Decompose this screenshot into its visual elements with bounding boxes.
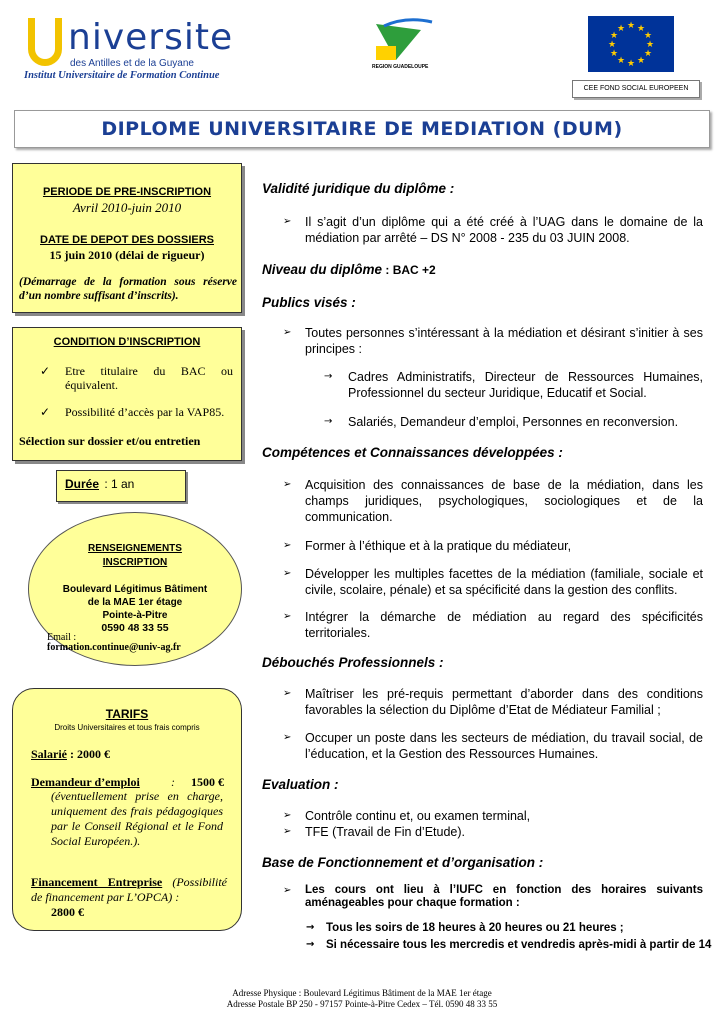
debouches-item-2: ➢ Occuper un poste dans les secteurs de médiation, du travail social, de l’éducation, et la Gestion des Ressources Humaines. — [283, 731, 703, 761]
competences-heading: Compétences et Connaissances développées : — [262, 445, 563, 460]
page-title: DIPLOME UNIVERSITAIRE DE MEDIATION (DUM) — [101, 118, 623, 140]
arrow-bullet-icon: ➢ — [283, 327, 292, 338]
competence-item-1: ➢ Acquisition des connaissances de base de la médiation, dans les champs juridiques, psychologiques, sociologiques et de la communication. — [283, 478, 703, 524]
tarifs-heading: TARIFS — [105, 707, 149, 721]
renseignements-heading: RENSEIGNEMENTS — [88, 543, 182, 554]
eu-flag — [588, 16, 674, 72]
logo-subtitle: des Antilles et de la Guyane — [70, 58, 194, 69]
condition-heading: CONDITION D’INSCRIPTION — [53, 336, 201, 348]
selection-text: Sélection sur dossier et/ou entretien — [19, 434, 201, 448]
phone-number: 0590 48 33 55 — [101, 622, 169, 634]
base-sub-1: → Tous les soirs de 18 heures à 20 heures ou 21 heures ; — [306, 922, 624, 934]
arrow-bullet-icon: ➢ — [283, 540, 292, 551]
arrow-right-icon: → — [324, 371, 333, 382]
footer — [0, 988, 724, 1010]
arrow-bullet-icon: ➢ — [283, 216, 292, 227]
check-icon: ✓ — [40, 364, 51, 378]
condition-box — [12, 327, 242, 461]
arrow-bullet-icon: ➢ — [283, 732, 292, 743]
arrow-bullet-icon: ➢ — [283, 611, 292, 622]
preinscription-period: Avril 2010-juin 2010 — [72, 200, 182, 215]
university-logo — [22, 16, 232, 84]
address-line-2: de la MAE 1er étage — [87, 597, 183, 608]
base-heading: Base de Fonctionnement et d’organisation : — [262, 855, 544, 870]
eu-caption: CEE FOND SOCIAL EUROPEEN — [572, 80, 700, 98]
duree-box — [56, 470, 186, 502]
financement-label: Financement Entreprise — [31, 875, 163, 889]
publics-paragraph: ➢ Toutes personnes s’intéressant à la médiation et désirant s’initier à ses principes : — [283, 326, 703, 356]
base-sub-2: → Si nécessaire tous les mercredis et vendredis après-midi à partir de 14 — [306, 939, 712, 951]
niveau-heading: Niveau du diplôme — [262, 262, 383, 277]
publics-sub-2: → Salariés, Demandeur d’emploi, Personnes en reconversion. — [324, 415, 679, 429]
title-box — [14, 110, 710, 148]
niveau-value: : BAC +2 — [382, 263, 436, 277]
region-label: REGION GUADELOUPE — [372, 64, 429, 70]
region-emblem-icon — [366, 16, 436, 76]
publics-heading: Publics visés : — [262, 295, 356, 310]
u-letter-icon — [28, 18, 62, 66]
colon-text: : — [171, 775, 175, 789]
validite-heading: Validité juridique du diplôme : — [262, 181, 455, 196]
duree-value: : 1 an — [101, 477, 135, 491]
publics-sub-1: → Cadres Administratifs, Directeur de Ressources Humaines, Professionnel du secteur Juridique, Educatif et Social. — [324, 370, 703, 400]
debouches-heading: Débouchés Professionnels : — [262, 655, 444, 670]
preinscription-heading: PERIODE DE PRE-INSCRIPTION — [42, 186, 212, 198]
svg-text:★: ★ — [609, 49, 619, 59]
svg-text:★: ★ — [643, 49, 653, 59]
address-line-1: Boulevard Légitimus Bâtiment — [62, 584, 208, 595]
svg-text:★: ★ — [607, 40, 617, 50]
arrow-bullet-icon: ➢ — [283, 826, 292, 837]
svg-text:★: ★ — [609, 31, 619, 41]
preinscription-note: (Démarrage de la formation sous réserve d’un nombre suffisant d’inscrits). — [19, 276, 237, 302]
condition-item-1: Etre titulaire du BAC ou équivalent. — [65, 364, 233, 392]
tarifs-box — [12, 688, 242, 931]
arrow-bullet-icon: ➢ — [283, 885, 292, 896]
svg-text:★: ★ — [616, 56, 626, 66]
competence-item-2: ➢ Former à l’éthique et à la pratique du médiateur, — [283, 539, 572, 553]
arrow-right-icon: → — [306, 939, 315, 950]
svg-text:★: ★ — [636, 24, 646, 34]
validite-paragraph: ➢ Il s’agit d’un diplôme qui a été créé à l’UAG dans le domaine de la médiation par arrêté – DS N° 2008 - 235 du 03 JUIN 2008. — [283, 215, 703, 245]
eu-stars-icon — [588, 16, 674, 72]
financement-row — [31, 875, 227, 905]
arrow-right-icon: → — [324, 416, 333, 427]
evaluation-item-2: ➢ TFE (Travail de Fin d’Etude). — [283, 825, 466, 839]
demandeur-note: (éventuellement prise en charge, uniquement des frais pédagogiques par le Conseil Régional et le Fond Social Européen.). — [51, 789, 223, 848]
salarie-value: : 2000 € — [67, 747, 110, 761]
debouches-item-1: ➢ Maîtriser les pré-requis permettant d’aborder dans des conditions favorables la sélection du Diplôme d’Etat de Médiateur Familial ; — [283, 687, 703, 717]
region-logo — [366, 16, 436, 76]
financement-note: (Possibilité de financement par L’OPCA) : — [31, 875, 227, 904]
footer-line-1: Adresse Physique : Boulevard Légitimus Bâtiment de la MAE 1er étage — [232, 988, 492, 998]
footer-line-2: Adresse Postale BP 250 - 97157 Pointe-à-Pitre Cedex – Tél. 0590 48 33 55 — [226, 999, 498, 1009]
depot-date: 15 juin 2010 (délai de rigueur) — [49, 248, 205, 262]
demandeur-value: 1500 € — [191, 775, 224, 789]
svg-text:★: ★ — [643, 31, 653, 41]
base-paragraph: ➢ Les cours ont lieu à l’IUFC en fonction des horaires suivants aménageables pour chaque formation : — [283, 884, 703, 909]
niveau-row — [262, 261, 436, 279]
evaluation-item-1: ➢ Contrôle continu et, ou examen terminal, — [283, 809, 531, 823]
svg-text:★: ★ — [616, 24, 626, 34]
financement-value: 2800 € — [51, 905, 84, 919]
arrow-bullet-icon: ➢ — [283, 479, 292, 490]
preinscription-box — [12, 163, 242, 313]
arrow-bullet-icon: ➢ — [283, 688, 292, 699]
svg-text:★: ★ — [626, 59, 636, 69]
competence-item-3: ➢ Développer les multiples facettes de la médiation (familiale, sociale et civile, scolaire, pénale) et sa spécificité dans la gestion des conflits. — [283, 567, 703, 597]
arrow-bullet-icon: ➢ — [283, 568, 292, 579]
condition-item-2: Possibilité d’accès par la VAP85. — [65, 405, 225, 419]
check-icon: ✓ — [40, 405, 51, 419]
svg-text:★: ★ — [645, 40, 655, 50]
inscription-heading: INSCRIPTION — [102, 557, 168, 568]
demandeur-label: Demandeur d’emploi — [31, 775, 140, 789]
arrow-right-icon: → — [306, 922, 315, 933]
email-label: Email : — [47, 632, 77, 643]
salarie-label: Salarié — [31, 747, 67, 761]
address-city: Pointe-à-Pitre — [102, 610, 168, 621]
evaluation-heading: Evaluation : — [262, 777, 339, 792]
depot-heading: DATE DE DEPOT DES DOSSIERS — [40, 234, 214, 246]
competence-item-4: ➢ Intégrer la démarche de médiation au regard des spécificités territoriales. — [283, 610, 703, 640]
arrow-bullet-icon: ➢ — [283, 810, 292, 821]
tarifs-subtitle: Droits Universitaires et tous frais compris — [54, 723, 200, 732]
logo-wordmark: niversite — [68, 17, 234, 58]
svg-text:★: ★ — [636, 56, 646, 66]
institute-name: Institut Universitaire de Formation Continue — [24, 70, 220, 81]
duree-label: Durée — [65, 477, 100, 491]
salarie-row — [31, 747, 110, 762]
email-link[interactable]: formation.continue@univ-ag.fr — [47, 642, 181, 653]
svg-text:★: ★ — [626, 21, 636, 31]
renseignements-ellipse — [28, 512, 242, 666]
